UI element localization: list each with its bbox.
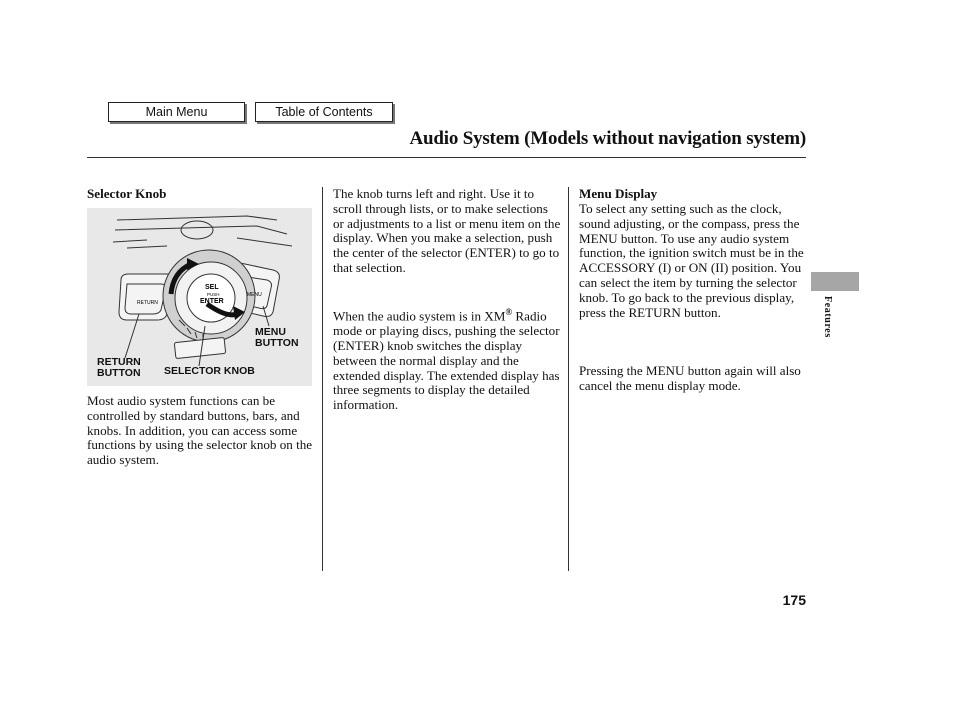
knob-push-label: PUSH bbox=[207, 292, 220, 297]
menu-display-paragraph-2: Pressing the MENU button again will also cancel the menu display mode. bbox=[579, 363, 801, 393]
knob-sel-label: SEL bbox=[205, 284, 219, 291]
page-number: 175 bbox=[782, 592, 806, 608]
column-divider-2 bbox=[568, 187, 569, 571]
menu-display-paragraph-1: To select any setting such as the clock, sound adjusting, or the compass, press the MENU button. To use any audio system function, the ignition switch must be in the ACCESSORY (I) or ON (II) position. You can select the item by turning the selector knob. To go back to the previous display, press the RETURN button. bbox=[579, 201, 804, 320]
return-button-label: RETURN BUTTON bbox=[97, 356, 141, 379]
knob-usage-paragraph: The knob turns left and right. Use it to scroll through lists, or to make selections or adjustments to a list or menu item on the display. When you make a selection, push the center of the selector (ENTER) to go to that selection. bbox=[333, 186, 561, 275]
column-divider-1 bbox=[322, 187, 323, 571]
features-side-label: Features bbox=[822, 296, 833, 338]
selector-knob-figure bbox=[87, 208, 312, 386]
table-of-contents-button[interactable]: Table of Contents bbox=[255, 102, 393, 122]
selector-knob-label: SELECTOR KNOB bbox=[164, 365, 255, 377]
xm-radio-paragraph: When the audio system is in XM® Radio mode or playing discs, pushing the selector (ENTER) knob switches the display between the normal display and the extended display. The extended display has three segments to display the detailed information. bbox=[333, 307, 560, 413]
features-side-tab bbox=[811, 272, 859, 291]
selector-knob-heading: Selector Knob bbox=[87, 186, 167, 201]
menu-button-label: MENU BUTTON bbox=[255, 326, 299, 349]
return-key-label: RETURN bbox=[137, 300, 158, 306]
menu-key-label: MENU bbox=[247, 292, 262, 298]
selector-knob-body: Most audio system functions can be controlled by standard buttons, bars, and knobs. In addition, you can access some functions by using the selector knob on the audio system. bbox=[87, 393, 313, 468]
page-title: Audio System (Models without navigation system) bbox=[409, 128, 806, 149]
title-divider bbox=[87, 157, 806, 158]
menu-display-heading: Menu Display bbox=[579, 186, 658, 201]
knob-enter-label: ENTER bbox=[200, 298, 224, 305]
main-menu-button[interactable]: Main Menu bbox=[108, 102, 245, 122]
